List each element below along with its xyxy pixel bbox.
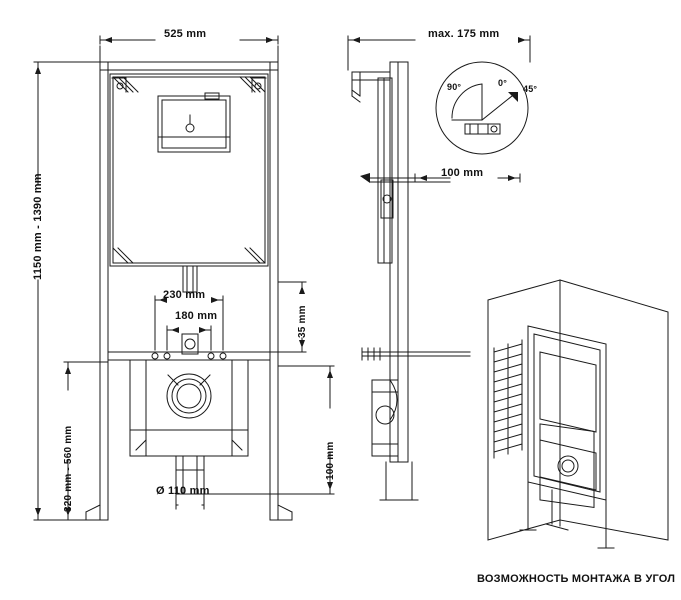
dimension-bolt-spacing-outer: 230 mm [163, 289, 206, 301]
angle-label-0: 0° [498, 78, 508, 88]
angle-label-45: 45° [523, 84, 538, 94]
dimension-side-depth-100: 100 mm [441, 167, 484, 179]
dimension-offset-35: 35 mm [297, 305, 308, 338]
corner-mount-caption: ВОЗМОЖНОСТЬ МОНТАЖА В УГОЛ [477, 573, 676, 585]
dimension-side-max-depth: max. 175 mm [428, 28, 500, 40]
dimension-front-width: 525 mm [164, 28, 207, 40]
angle-label-90: 90° [447, 82, 462, 92]
dimension-bottom-100: 100 mm [325, 441, 336, 480]
dimension-bolt-spacing-inner: 180 mm [175, 310, 218, 322]
dimension-total-height: 1150 mm - 1390 mm [32, 173, 44, 280]
dimension-outlet-diameter: Ø 110 mm [156, 485, 210, 497]
dimension-outlet-height: 320 mm - 560 mm [63, 425, 74, 512]
